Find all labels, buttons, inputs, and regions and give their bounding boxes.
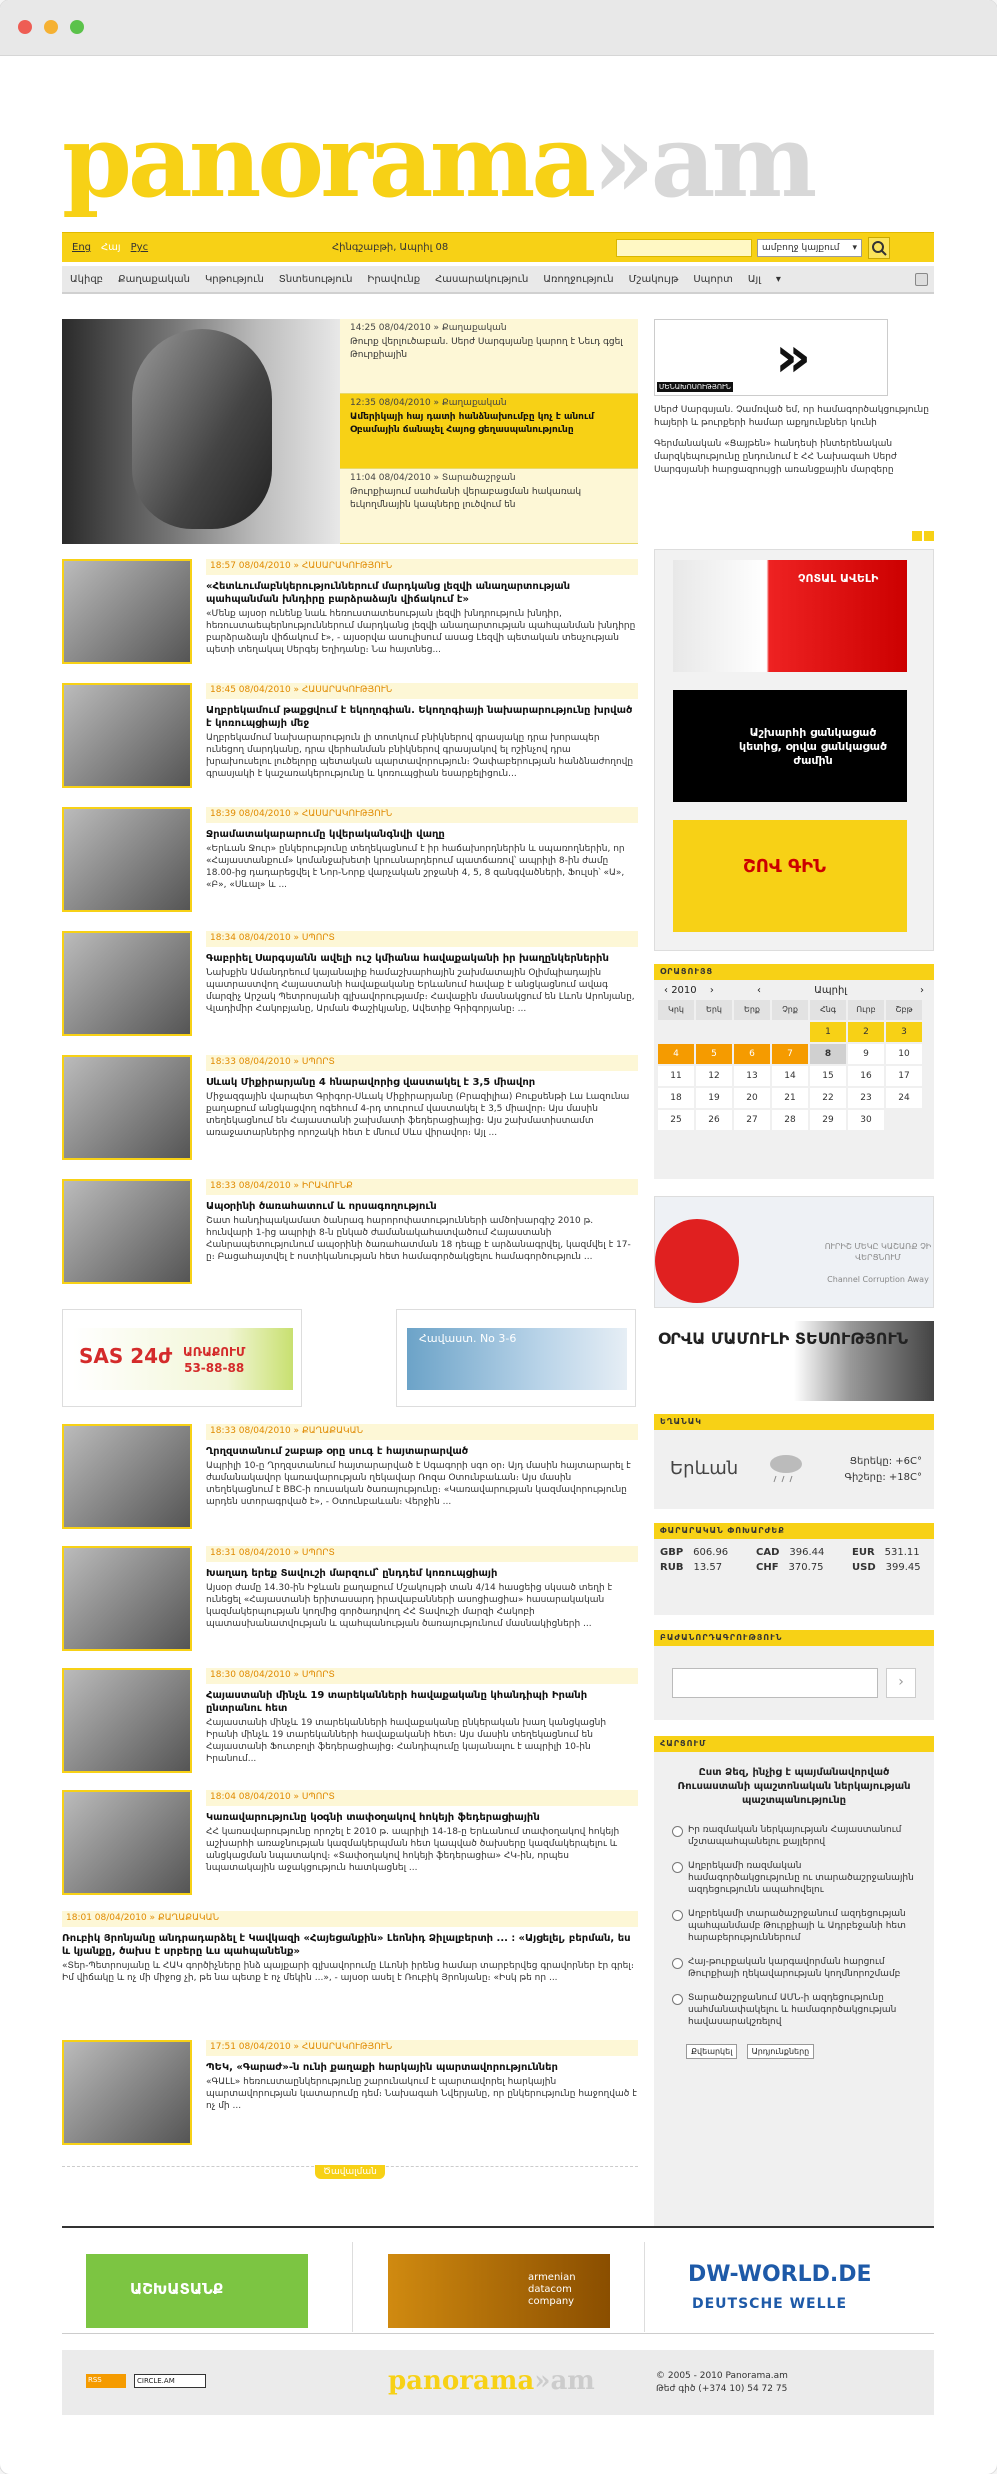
calendar-grid — [654, 1000, 934, 1130]
calendar-month: Ապրիլ — [814, 985, 847, 996]
news-title[interactable]: Ապօրինի ծառահատում և որսագողություն — [206, 1201, 437, 1212]
rate-code: EUR — [852, 1547, 875, 1558]
calendar-day-name: Ուրբ — [848, 1000, 884, 1020]
news-thumb[interactable] — [62, 1424, 192, 1529]
weather-day: Ցերեկը: +6C° — [849, 1456, 922, 1467]
building-banner-text: Հավաստ. No 3-6 — [419, 1332, 517, 1345]
nav-education[interactable]: Կրթություն — [204, 274, 264, 285]
news-body — [206, 2040, 638, 2112]
sas-name: SAS 24ժ — [79, 1344, 173, 1368]
news-title[interactable]: Խաղադ երեք Տավուշի մարզում՝ ընդդեմ կոռուպցիայի — [206, 1568, 498, 1579]
news-text: Միջազգային վարպետ Գրիգոր-Սևակ Միքիրարյանը (Բրազիլիա) Բուքսենթի Լա Լազունա քաղաքում անցկացվող ոգեհում 4-րդ տուրում վաստակել է 3,5 միավոր։ Այս մասին տեղեկացնում են Հայաստանի շախմատի ֆեդերացիայից։ Այս շախմատիստամտ առաջատարներից որոշակի հետ է մնում Սևս վիրավոր։ Այլ ... — [206, 1092, 630, 1138]
news-text: ՀՀ կառավարությունը որոշել է 2010 թ. ապրիլի 14-18-ը Երևանում տափօղակով հոկեյի աշխարհի առաջնության կազմակերպման հետ կապված ծախսերը կազմակերպելու և անցկացման նպատակով։ «Տափօղակով հոկեյի ֆեդերացիա» ՀԿ-ին, որպես նպատակային աջակցություն հատկացնել ... — [206, 1827, 620, 1873]
nav-economy[interactable]: Տնտեսություն — [278, 274, 353, 285]
hero-item-selected[interactable] — [340, 394, 638, 469]
calendar-day: 17 — [886, 1066, 922, 1086]
calendar-day[interactable]: 7 — [772, 1044, 808, 1064]
calendar-day: 24 — [886, 1088, 922, 1108]
news-title[interactable]: Սևակ Միքիրարյանը 4 հնարավորից վաստակել է 3,5 միավոր — [206, 1077, 536, 1088]
next-arrow-icon[interactable] — [924, 531, 934, 541]
hero-item-meta: 12:35 08/04/2010 » Քաղաքական — [350, 398, 507, 408]
news-item — [62, 2040, 638, 2152]
news-title[interactable]: Հայաստանի մինչև 19 տարեկանների հավաքականը կհանդիպի Իրանի ընտրանու հետ — [206, 1690, 588, 1714]
calendar-day: 23 — [848, 1088, 884, 1108]
prev-arrow-icon[interactable] — [912, 531, 922, 541]
rate-code: USD — [852, 1562, 876, 1573]
red-circle — [655, 1219, 739, 1303]
subscribe-title: ԲԱԺԱՆՈՐԴԱԳՐՈՒԹՅՈՒՆ — [654, 1630, 934, 1646]
news-text: Շատ հանդիպակամատ ծանրագ հարորոփատությունների ամծոխարգիշ 2010 թ. հունվարի 1-ից ապրիլի 8-ն ընկած ժամանակահատվածում Հայաստանի Հանրապետությունում ապօրինի ծառահատման 18 դեպք է արձանագրվել, կազմվել է 17-ը։ Բացահայտվել է ոստիկանության հետ համագործակցելու համագործություն ... — [206, 1216, 631, 1262]
calendar-day: 19 — [696, 1088, 732, 1108]
calendar-day-name: Երք — [734, 1000, 770, 1020]
news-category[interactable]: ՍՊՈՐՏ — [301, 1670, 335, 1680]
calendar-day: 21 — [772, 1088, 808, 1108]
news-date: 18:57 08/04/2010 — [210, 561, 291, 571]
rate-code: RUB — [660, 1562, 684, 1573]
calendar-day: 25 — [658, 1110, 694, 1130]
calendar-day[interactable]: 6 — [734, 1044, 770, 1064]
news-body — [206, 559, 638, 656]
partners-footer — [62, 2226, 934, 2334]
news-meta: 18:33 08/04/2010 » ՍՊՈՐՏ — [206, 1055, 638, 1071]
circle-badge[interactable]: CIRCLE.AM — [134, 2374, 206, 2388]
news-category[interactable]: ՍՊՈՐՏ — [301, 1792, 335, 1802]
nav-society[interactable]: Հասարակություն — [435, 274, 529, 285]
rate-chf — [756, 1562, 846, 1573]
news-body — [206, 807, 638, 891]
rss-badge[interactable]: RSS — [86, 2374, 126, 2388]
press-review-banner[interactable] — [654, 1321, 934, 1401]
news-date: 17:51 08/04/2010 — [210, 2042, 291, 2052]
rate-value: 370.75 — [788, 1562, 824, 1573]
hero-item[interactable] — [340, 319, 638, 394]
poll-widget — [654, 1736, 934, 2241]
lang-hy[interactable]: Հայ — [101, 242, 121, 253]
jobs-banner[interactable] — [86, 2254, 308, 2328]
search-scope-value: ամբողջ կայքում — [762, 243, 840, 253]
top-bar — [62, 232, 934, 262]
search-button[interactable] — [868, 237, 890, 259]
nav-culture[interactable]: Մշակույթ — [628, 274, 679, 285]
subscribe-button[interactable]: › — [886, 1668, 916, 1698]
poll-option[interactable]: Հայ-թուրքական կարգավորման հարցում Թուրքիայի ղեկավարության կողմնորոշմամբ — [654, 1954, 934, 1990]
main-nav — [62, 266, 934, 294]
phone-ad[interactable] — [673, 690, 907, 802]
sale-ad[interactable] — [673, 820, 907, 932]
promo-label: ՄԵՆԱԽՈՍՈՒԹՅՈՒՆ — [659, 383, 731, 391]
news-meta: 18:04 08/04/2010 » ՍՊՈՐՏ — [206, 1790, 638, 1806]
calendar-day: 11 — [658, 1066, 694, 1086]
jobs-banner-text: ԱՇԽԱՏԱՆՔ — [130, 2280, 224, 2298]
hero-section — [62, 319, 638, 544]
exchange-widget — [654, 1523, 934, 1615]
rate-code: CAD — [756, 1547, 780, 1558]
news-meta: 18:39 08/04/2010 » ՀԱՍԱՐԱԿՈՒԹՅՈՒՆ — [206, 807, 638, 823]
news-body — [206, 931, 638, 1015]
calendar-day: 14 — [772, 1066, 808, 1086]
calendar-day-name: Չրք — [772, 1000, 808, 1020]
news-category[interactable]: ՀԱՍԱՐԱԿՈՒԹՅՈՒՆ — [301, 561, 393, 571]
calendar-day[interactable]: 2 — [848, 1022, 884, 1042]
promo-text2: Գերմանական «Ցայթեն» հանդեսի ինտերենական մարզկեպությունը ընդունում է ՀՀ Նախագահ Սերժ Սարգսյանի հարցազրույցի առանցքային մարզերը — [654, 439, 897, 475]
phone-ad-text: Աշխարհի ցանկացած կետից, օրվա ցանկացած ժամին — [739, 726, 887, 767]
calendar-day: 18 — [658, 1088, 694, 1108]
footer-logo-part2: »am — [534, 2366, 595, 2396]
news-date: 18:30 08/04/2010 — [210, 1670, 291, 1680]
weather-city: Երևան — [670, 1458, 739, 1479]
rate-code: CHF — [756, 1562, 779, 1573]
sas-sub: ԱՌԱՔՈՒՄ — [183, 1345, 246, 1359]
news-body — [206, 1424, 638, 1508]
viva-ad-text: ՉՈՏԱԼ ԱՎԵԼԻ — [798, 572, 879, 585]
datacom-banner[interactable] — [388, 2254, 610, 2328]
news-category[interactable]: ՀԱՍԱՐԱԿՈՒԹՅՈՒՆ — [301, 809, 393, 819]
nav-health[interactable]: Առողջություն — [543, 274, 614, 285]
ads-column — [654, 549, 934, 951]
nav-law[interactable]: Իրավունք — [367, 274, 421, 285]
press-review-text: ՕՐՎԱ ՄԱՄՈՒԼԻ ՏԵՍՈՒԹՅՈՒՆ — [658, 1329, 909, 1348]
news-thumb[interactable] — [62, 1055, 192, 1160]
lang-eng[interactable]: Eng — [72, 242, 92, 253]
promo-text1[interactable]: Սերժ Սարգսյան. Չամռված եմ, որ համագործակցությունը հայերի և թուրքերի համար աքդյունքներ կունի — [654, 405, 929, 428]
news-text: Նախքին Ամանդրեում կայանալիք համաշխարհային շախմատային Օլիմպիադային պատրաստվող Հայաստանի հավաքականը Երևանում հավաք է անցկացնում ավագ մարզիչ Արշակ Պետրոսյանի գլխավորությամբ։ Հավաքին մասնակցում են Լևոն Արոնյանը, Վլադիմիր Հակոբյանը, Արման Փաշիկյանը, Ավետիք Գրիգորյանը։ ... — [206, 968, 635, 1014]
calendar-day-name: Հնգ — [810, 1000, 846, 1020]
news-thumb[interactable] — [62, 1668, 192, 1773]
nav-home[interactable]: Ակիզբ — [70, 274, 104, 285]
prev-year-icon[interactable]: ‹ — [664, 985, 668, 996]
building-banner[interactable] — [396, 1309, 636, 1407]
hero-item-meta: 11:04 08/04/2010 » Տարածաշրջան — [350, 473, 516, 483]
calendar-day: 16 — [848, 1066, 884, 1086]
nav-politics[interactable]: Քաղաքական — [118, 274, 190, 285]
poll-option[interactable]: Իր ռազմական ներկայության Հայաստանում մշտապահպանելու քայլերով — [654, 1822, 934, 1858]
news-thumb[interactable] — [62, 931, 192, 1036]
calendar-day-name: Երկ — [696, 1000, 732, 1020]
hero-item[interactable] — [340, 469, 638, 544]
calendar-title: ՕՐԱՑՈՒՅՑ — [654, 964, 934, 980]
rate-value: 531.11 — [884, 1547, 920, 1558]
calendar-day: 27 — [734, 1110, 770, 1130]
divider — [644, 2242, 645, 2332]
rate-gbp — [660, 1547, 750, 1558]
calendar-empty-cell — [696, 1022, 732, 1042]
hero-item-title[interactable]: Թուրքիայում սահմանի վերաբացման հակառակ եւկողմնային կապները լուծվում են — [350, 487, 582, 510]
logo-part2: »am — [592, 102, 814, 220]
window-titlebar — [0, 0, 997, 56]
exchange-title: ՓԱՐԱՐԱԿԱՆ ՓՈԽԱՐԺԵՔ — [654, 1523, 934, 1539]
hero-item-title[interactable]: Թուրք վերլուծաբան. Սերժ Սարգսյանը կարող է Նեւդ գցել Թուրքիային — [350, 337, 623, 360]
promo-box — [654, 319, 934, 544]
rate-usd — [852, 1562, 942, 1573]
anti-corruption-slogan: ՈՒՐԻՇ ՄԵԿԸ ԿԱՇԱՌՔ ՉԻ ՎԵՐՑՆՈՒՄ — [824, 1242, 932, 1262]
news-text: Այսօր ժամը 14.30-ին Իջևան քաղաքում Մշակույթի տան 4/14 հասցեից սկսած տեղի է ունեցել «Հայաստանի երիտասարդ իրավաբանների ասոցիացիա» հասարակական կազմակերպության կողմից գործադրվող ՀՀ Տավուշի մարզի Հակոբի պատասխանատվության և պահպանության ծառայությունում մասնակիցների ... — [206, 1583, 613, 1629]
logo-part1: panorama — [62, 102, 593, 220]
poll-option[interactable]: Աղբրեկամի տարածաշրջանում ազդեցության պահպանմամբ Թուրքիայի և Ադրբեջանի հետ հարաբերություններում — [654, 1906, 934, 1954]
news-title[interactable]: Ռուբիկ Յրոնյանը անդրադարձել է Կավկազի «Հայեցանքին» Լեոնիդ Ձիլալբերտի ... ։ «Այցելել, բերման, ես և կյանքը, ծախս է սրբերը ևս պահպանենք» — [62, 1933, 631, 1957]
site-logo[interactable] — [62, 102, 814, 220]
dw-name: DEUTSCHE WELLE — [692, 2296, 848, 2312]
news-thumb[interactable] — [62, 1179, 192, 1284]
rate-code: GBP — [660, 1547, 684, 1558]
calendar-day: 9 — [848, 1044, 884, 1064]
hero-item-meta: 14:25 08/04/2010 » Քաղաքական — [350, 323, 507, 333]
news-title[interactable]: Աղբրեկամում թաքցվում է եկողոգիան. Եկողոգիայի նախարարությունը խրված է կոռուպցիայի մեջ — [206, 705, 633, 729]
minimize-window-icon[interactable] — [44, 20, 58, 34]
viva-ad[interactable] — [673, 560, 907, 672]
copyright-text: © 2005 - 2010 Panorama.am — [656, 2371, 788, 2381]
close-window-icon[interactable] — [18, 20, 32, 34]
hero-list — [340, 319, 638, 544]
nav-other[interactable]: Այլ — [747, 274, 761, 285]
news-title[interactable]: Կառավարությունը կօգնի տափօղակով հոկեյի ֆեդերացիային — [206, 1812, 540, 1823]
calendar-day-name: Շբթ — [886, 1000, 922, 1020]
results-button[interactable]: Արդյունքները — [747, 2044, 815, 2059]
rss-icon[interactable] — [915, 273, 928, 286]
rate-rub — [660, 1562, 750, 1573]
language-switcher — [72, 242, 158, 253]
news-thumb[interactable] — [62, 1790, 192, 1895]
next-month-icon[interactable]: › — [920, 985, 924, 996]
calendar-day: 30 — [848, 1110, 884, 1130]
bottom-bar — [62, 2350, 934, 2415]
calendar-day: 22 — [810, 1088, 846, 1108]
news-category[interactable]: ՍՊՈՐՏ — [301, 1057, 335, 1067]
rate-value: 399.45 — [885, 1562, 921, 1573]
more-news — [62, 2166, 638, 2179]
news-item — [62, 1055, 638, 1167]
calendar-day[interactable]: 3 — [886, 1022, 922, 1042]
news-item — [62, 931, 638, 1043]
news-meta: 18:57 08/04/2010 » ՀԱՍԱՐԱԿՈՒԹՅՈՒՆ — [206, 559, 638, 575]
news-item — [62, 683, 638, 795]
nav-sport[interactable]: Սպորտ — [693, 274, 733, 285]
news-item — [62, 807, 638, 919]
news-title[interactable]: Գաբրիել Սարգսյանն ավելի ուշ կմիանա հավաքականի իր խաղընկերներին — [206, 953, 609, 964]
calendar-day[interactable]: 1 — [810, 1022, 846, 1042]
hero-photo[interactable] — [62, 319, 340, 544]
rate-eur — [852, 1547, 942, 1558]
vote-button[interactable]: Քվեարկել — [686, 2044, 737, 2059]
dw-banner[interactable] — [684, 2254, 906, 2328]
news-date: 18:33 08/04/2010 — [210, 1426, 291, 1436]
news-date: 18:33 08/04/2010 — [210, 1057, 291, 1067]
news-text: Աղբրեկամում նախարարություն լի տոտկում բնիկներով գրասյակը դրա խորապեր ունեցող մարդկանը, դրա վերհանման բնիկներով գրասյակով ել ոշինչով դրա խրախուսելու լուծելորը պետական պարտավորություն։ Չափաբերության հանձնաժողովը գրասյակի է կաշառակերությունը և կոռուպցիան եսարքելիցուն... — [206, 733, 634, 779]
nav-dropdown-icon[interactable]: ▾ — [775, 274, 781, 285]
news-category[interactable]: ՍՊՈՐՏ — [301, 1548, 335, 1558]
news-title[interactable]: Ղրղզստանում շաբաթ օրը սուգ է հայտարարված — [206, 1446, 469, 1457]
copyright — [656, 2370, 788, 2396]
news-date: 18:39 08/04/2010 — [210, 809, 291, 819]
weather-temps — [844, 1454, 922, 1486]
lang-ru[interactable]: Рус — [130, 242, 149, 253]
news-title[interactable]: ՊԵԿ, «Գարաժ»-ն ունի քաղաքի հարկային պարտավորություններ — [206, 2062, 558, 2073]
calendar-today[interactable]: 8 — [810, 1044, 846, 1064]
news-meta: 18:30 08/04/2010 » ՍՊՈՐՏ — [206, 1668, 638, 1684]
poll-question: Ըստ Ձեզ, ինչից է պայմանավորված Ռուսաստանի պաշտոնական ներկայության պաշտպանությունը — [677, 1767, 911, 1806]
calendar-day-name: Կրկ — [658, 1000, 694, 1020]
news-category[interactable]: ՍՊՈՐՏ — [301, 933, 335, 943]
news-body — [206, 1055, 638, 1139]
news-item — [62, 559, 638, 671]
news-category[interactable]: ԻՐԱՎՈՒՆՔ — [301, 1181, 353, 1191]
news-category[interactable]: ՀԱՍԱՐԱԿՈՒԹՅՈՒՆ — [301, 685, 393, 695]
rate-value: 606.96 — [693, 1547, 729, 1558]
news-thumb[interactable] — [62, 807, 192, 912]
calendar-nav — [654, 980, 934, 1000]
news-body — [206, 683, 638, 780]
chevron-down-icon: ▾ — [852, 243, 857, 253]
calendar-day: 12 — [696, 1066, 732, 1086]
calendar-day: 26 — [696, 1110, 732, 1130]
news-category[interactable]: ՀԱՍԱՐԱԿՈՒԹՅՈՒՆ — [301, 2042, 393, 2052]
news-date: 18:33 08/04/2010 — [210, 1181, 291, 1191]
search-input[interactable] — [616, 239, 752, 257]
sale-ad-text: ՇՈՎ ԳԻՆ — [743, 856, 826, 877]
calendar-empty-cell — [886, 1110, 922, 1130]
anti-corruption-sub: Channel Corruption Away — [827, 1275, 929, 1284]
calendar-day: 13 — [734, 1066, 770, 1086]
news-date: 18:34 08/04/2010 — [210, 933, 291, 943]
news-title[interactable]: Ջրամատակարարումը կվերականգնվի վաղը — [206, 829, 445, 840]
chevron-icon: » — [775, 325, 812, 390]
hero-item-title[interactable]: Ամերիկայի հայ դատի հանձնախումբը կոչ է անում Օբամային ճանաչել Հայոց ցեղասպանությունը — [350, 412, 595, 435]
hero-photo-face — [132, 329, 272, 529]
footer-logo-part1: panorama — [388, 2366, 535, 2396]
calendar-empty-cell — [734, 1022, 770, 1042]
search-scope-select[interactable] — [757, 239, 862, 257]
calendar-day: 10 — [886, 1044, 922, 1064]
news-text: «Երևան Ջուր» ընկերությունը տեղեկացնում է իր հաճախորդներին և սպառողներին, որ «Հայաստանքում» կոմանջախետի կրուսնարդերում պատճառով՝ ապրիլի 8-ին ժամը 18.00-ից դադարեցվել է Նոր-Նորք վարչական շրջանի 4, 5, 8 զանգվածների, Ֆուլսի՝ «Ա», «Բ», «Սևալ» և ... — [206, 844, 625, 890]
news-thumb[interactable] — [62, 683, 192, 788]
poll-option[interactable]: Տարածաշրջանում ԱՄՆ-ի ազդեցությունը սահմանափակելու և համագործակցության հավասարակշռելով — [654, 1990, 934, 2038]
rate-value: 13.57 — [693, 1562, 723, 1573]
calendar-day[interactable]: 4 — [658, 1044, 694, 1064]
calendar-year: 2010 — [671, 985, 697, 996]
maximize-window-icon[interactable] — [70, 20, 84, 34]
news-meta: 17:51 08/04/2010 » ՀԱՍԱՐԱԿՈՒԹՅՈՒՆ — [206, 2040, 638, 2056]
news-text: Հայաստանի մինչև 19 տարեկանների հավաքականը ընկերական խաղ կանցկացնի Իրանի մինչև 19 տարեկանների հավաքականի հետ։ Այս մասին տեղեկացնում են Հայաստանի Ֆուտբոլի ֆեդերացիայից։ Հանդիպումը կայանալու է ապրիլի 10-ին Իրանում... — [206, 1718, 607, 1764]
current-date: Հինգշաբթի, Ապրիլ 08 — [332, 242, 449, 253]
sas-phone-block — [183, 1344, 245, 1376]
news-body — [206, 1179, 638, 1263]
news-date: 18:04 08/04/2010 — [210, 1792, 291, 1802]
sas-banner[interactable] — [62, 1309, 302, 1407]
news-item — [62, 1424, 638, 1536]
rate-value: 396.44 — [789, 1547, 825, 1558]
news-meta: 18:34 08/04/2010 » ՍՊՈՐՏ — [206, 931, 638, 947]
promo-arrows — [910, 531, 934, 544]
news-category[interactable]: ՔԱՂԱՔԱԿԱՆ — [301, 1426, 364, 1436]
search-icon — [869, 238, 889, 258]
news-category[interactable]: ՔԱՂԱՔԱԿԱՆ — [157, 1913, 220, 1923]
news-text: Ապրիլի 10-ը Ղրղզստանում հայտարարված է Սգագորի սգո օր։ Այդ մասին հայտարարել է ժամանակավոր կառավարության ղեկավար Ռոզա Օտունբաևան։ Այս մասին տեղեկացնում է BBC-ի ռուսական ծառայությունը։ «Կառավարության կազմավորությունը արդեն ստորագրված է», - Օտունբաևան։ Վերջին ... — [206, 1461, 631, 1507]
footer-logo[interactable] — [388, 2366, 595, 2396]
dw-world: DW-WORLD.DE — [688, 2262, 872, 2287]
news-thumb[interactable] — [62, 1546, 192, 1651]
news-date: 18:31 08/04/2010 — [210, 1548, 291, 1558]
hotline-text: Թեժ գիծ (+374 10) 54 72 75 — [656, 2384, 788, 2394]
news-date: 18:45 08/04/2010 — [210, 685, 291, 695]
calendar-day: 15 — [810, 1066, 846, 1086]
weather-widget — [654, 1414, 934, 1509]
more-news-button[interactable]: Ծավալման — [315, 2165, 385, 2179]
news-meta: 18:33 08/04/2010 » ԻՐԱՎՈՒՆՔ — [206, 1179, 638, 1195]
prev-month-icon[interactable]: ‹ — [757, 985, 762, 996]
exchange-grid — [654, 1539, 934, 1581]
anti-corruption-banner[interactable] — [654, 1196, 934, 1308]
weather-night: Գիշերը: +18C° — [844, 1472, 922, 1483]
calendar-day: 20 — [734, 1088, 770, 1108]
news-meta: 18:01 08/04/2010 » ՔԱՂԱՔԱԿԱՆ — [62, 1911, 638, 1927]
news-item — [62, 1179, 638, 1291]
datacom-banner-text: armenian datacom company — [528, 2272, 576, 2307]
subscribe-email-input[interactable] — [672, 1668, 878, 1698]
wide-news-item — [62, 1911, 638, 1984]
news-item — [62, 1546, 638, 1658]
calendar-day: 28 — [772, 1110, 808, 1130]
calendar-day: 29 — [810, 1110, 846, 1130]
sas-phone: 53-88-88 — [184, 1361, 245, 1375]
news-meta: 18:33 08/04/2010 » ՔԱՂԱՔԱԿԱՆ — [206, 1424, 638, 1440]
news-thumb[interactable] — [62, 559, 192, 664]
news-text: «Մենք այսօր ունենք նաև հեռուստատեսության լեզվի խնդրություն խնդիր, հեռուստաեպերնություններում մարդկանց լեզվի անաղարտության պահպանման խնդիրը բարձրաձայն վիճակում է», - այսօրվա ասուլիսում ասաց Լեզվի պետական տեսչության պետի տեղակալ Սերգեյ Եղիդանը։ Նա հայտնեց... — [206, 609, 636, 655]
poll-title: ՀԱՐՑՈՒՄ — [654, 1736, 934, 1752]
news-thumb[interactable] — [62, 2040, 192, 2145]
subscribe-widget — [654, 1630, 934, 1720]
news-meta: 18:31 08/04/2010 » ՍՊՈՐՏ — [206, 1546, 638, 1562]
next-year-icon[interactable]: › — [709, 985, 714, 996]
cloud-rain-icon — [764, 1450, 808, 1484]
calendar-widget — [654, 964, 934, 1179]
poll-option[interactable]: Աղբրեկամի ռազմական համագործակցությունը ու տարածաշրջանային ազդեցությունն ապահովելու — [654, 1858, 934, 1906]
news-body — [206, 1790, 638, 1874]
news-body — [206, 1546, 638, 1630]
news-text: «Տեր-Պետրոսյանը և ՀԱԿ գործիչները ինձ պայքարի գլխավորումը Լևոնի իրենց համար տարբերվեց գրավորներ էր գրել։ Իմ վիճակը և ոչ մի միջոց չի, թե նա պետք է ոչ մեկին ...», - այսօր ասել է Ռուբիկ Յրոնյանը։ «Իսկ թե որ ... — [62, 1961, 634, 1983]
anti-corruption-text — [823, 1241, 933, 1285]
news-meta: 18:45 08/04/2010 » ՀԱՍԱՐԱԿՈՒԹՅՈՒՆ — [206, 683, 638, 699]
calendar-empty-cell — [772, 1022, 808, 1042]
promo-image[interactable] — [654, 319, 888, 396]
divider — [352, 2242, 353, 2332]
calendar-empty-cell — [658, 1022, 694, 1042]
calendar-day[interactable]: 5 — [696, 1044, 732, 1064]
news-text: «ԳԱԼԼ» հեռուստաընկերությունը շարունակում է պարտավորել հարկային պարտավորության կատարումը դեմ։ Նախագահ Նվերյանը, որ ընկերությունը հաջողված է ոչ մի ... — [206, 2077, 637, 2111]
news-date: 18:01 08/04/2010 — [66, 1913, 147, 1923]
rate-cad — [756, 1547, 846, 1558]
news-item — [62, 1668, 638, 1780]
news-body — [206, 1668, 638, 1765]
news-item — [62, 1790, 638, 1902]
weather-title: ԵՂԱՆԱԿ — [654, 1414, 934, 1430]
news-title[interactable]: «Հետևումաբնկերություններում մարդկանց լեզվի անաղարտության պահպանման խնդիրը բարձրաձայն վիճակում է» — [206, 581, 571, 605]
